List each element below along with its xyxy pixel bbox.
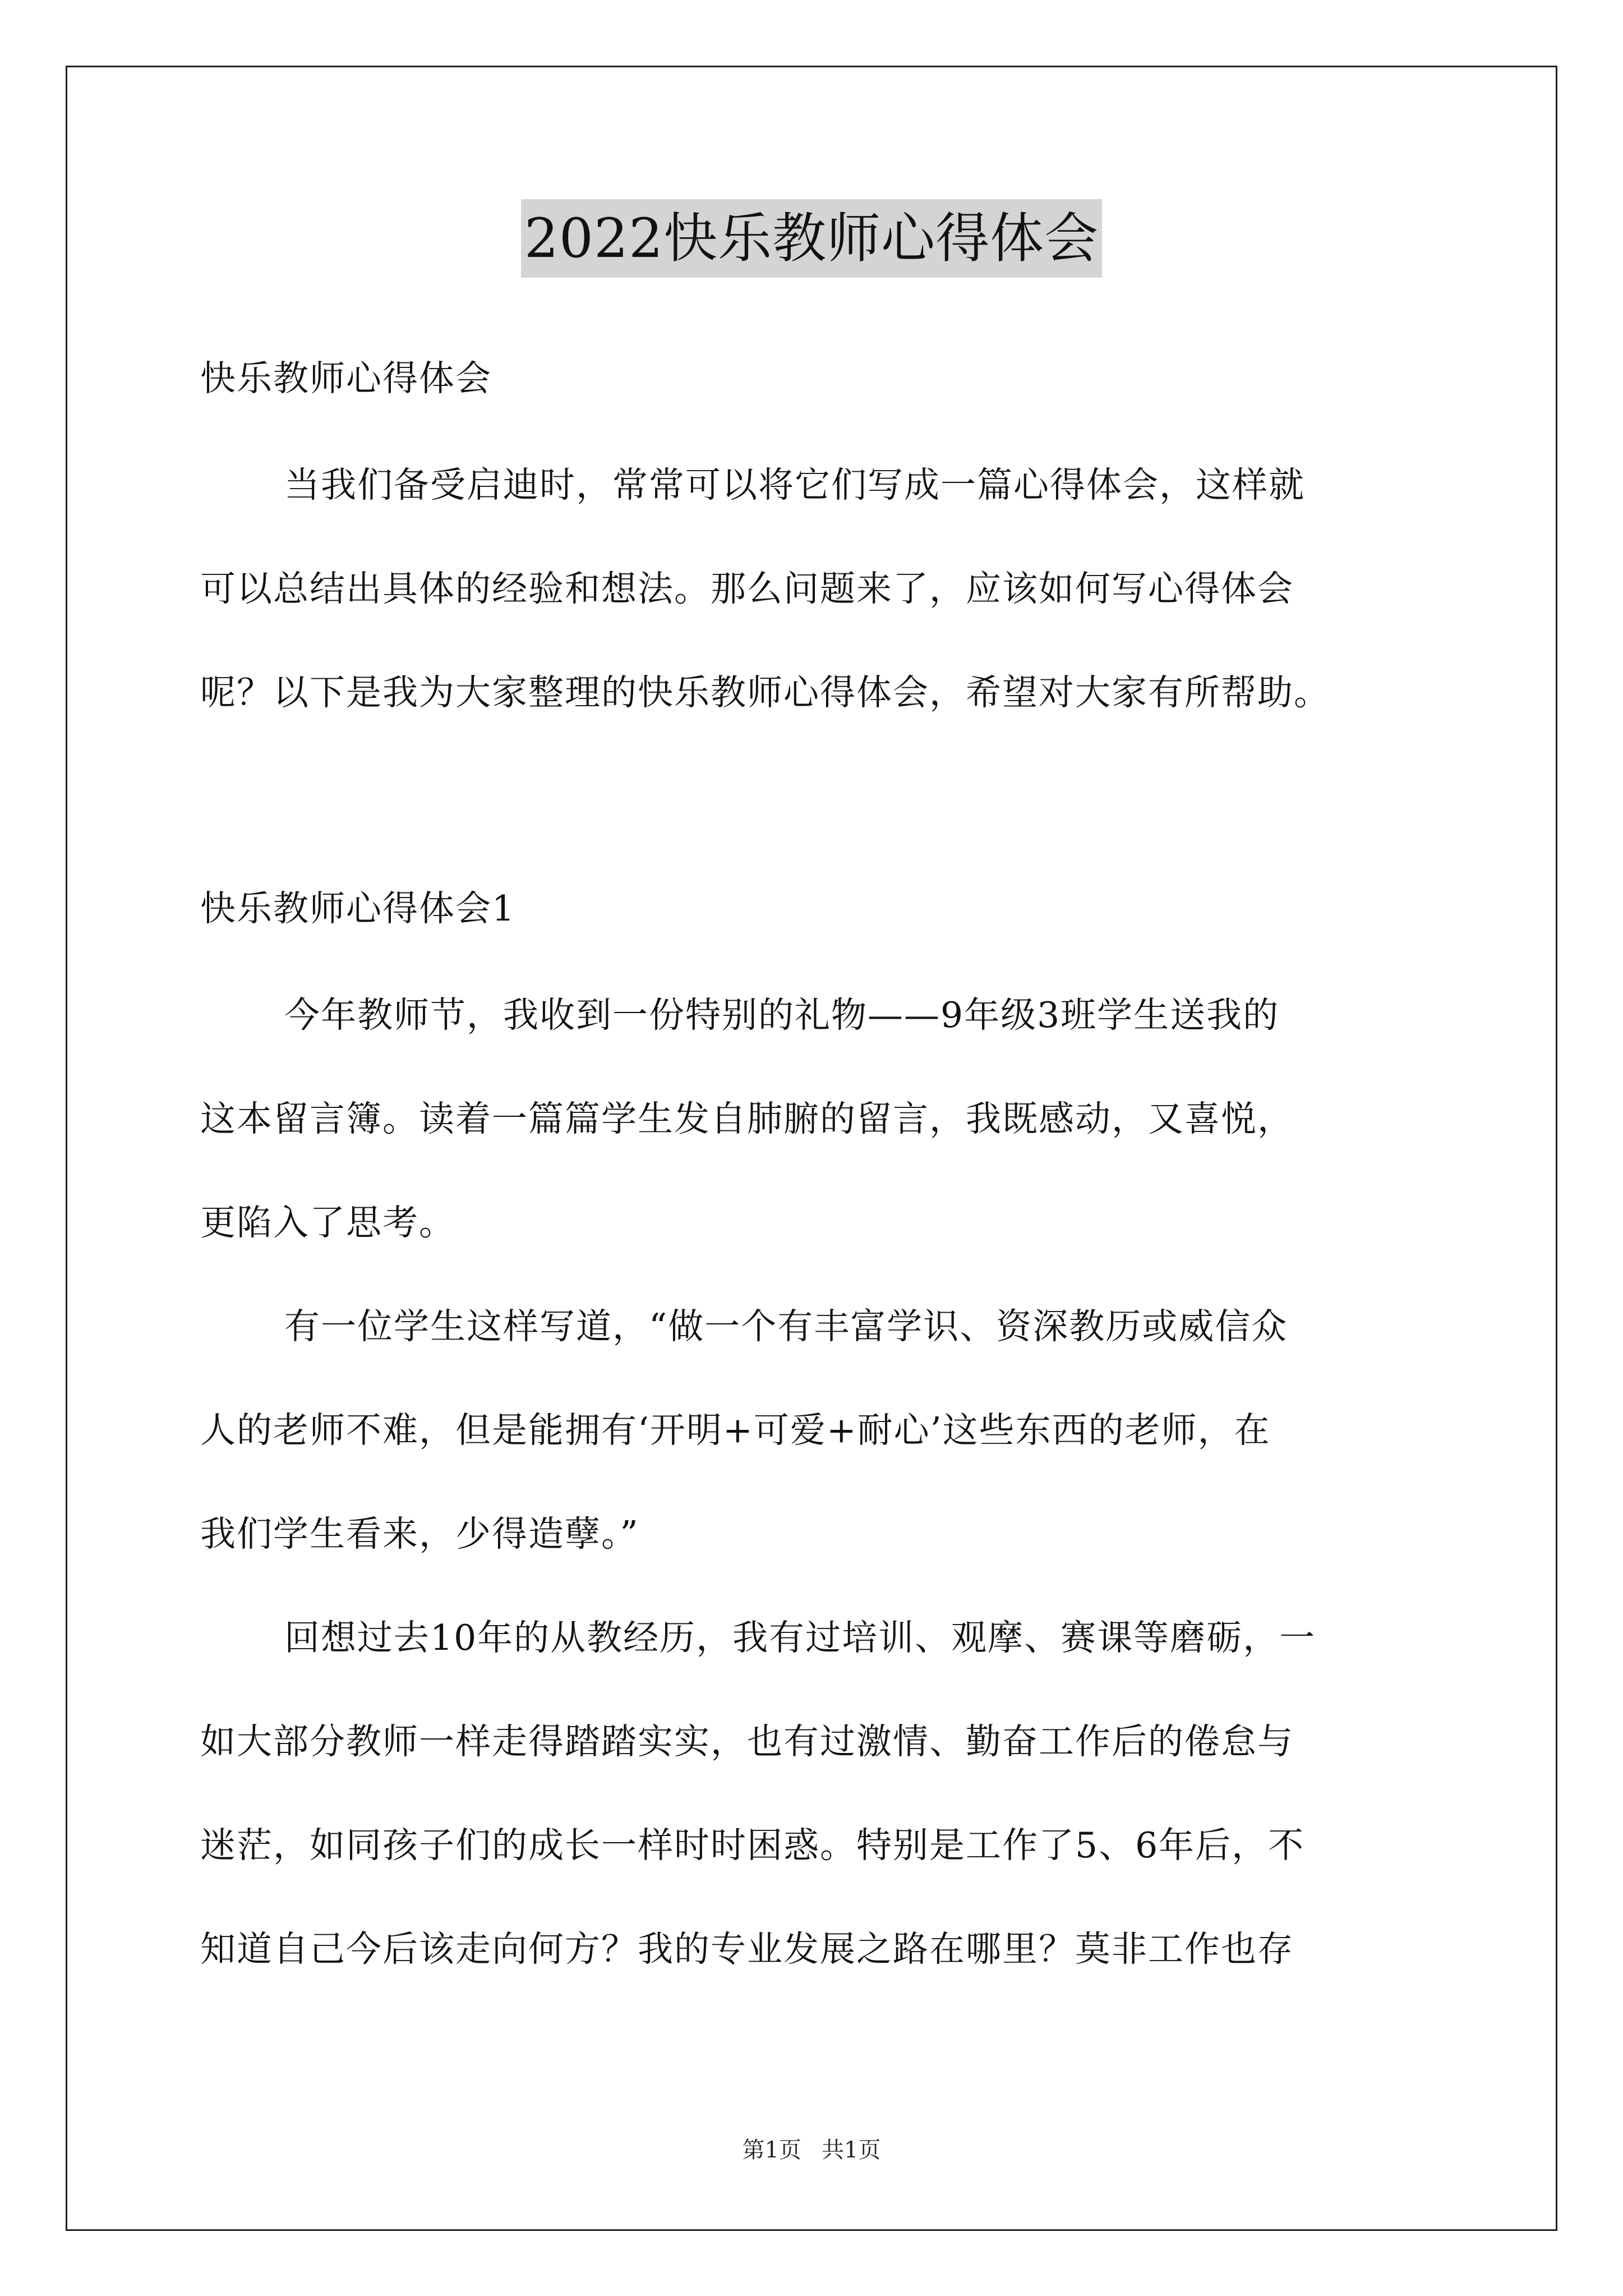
paragraph-line: 回想过去10年的从教经历，我有过培训、观摩、赛课等磨砺，一 xyxy=(284,1617,1316,1658)
paragraph-line: 呢？以下是我为大家整理的快乐教师心得体会，希望对大家有所帮助。 xyxy=(200,672,1330,713)
paragraph-line: 这本留言簿。读着一篇篇学生发自肺腑的留言，我既感动，又喜悦， xyxy=(200,1098,1294,1139)
paragraph-line: 更陷入了思考。 xyxy=(200,1202,455,1243)
page-total: 共1页 xyxy=(822,2137,881,2163)
intro-heading: 快乐教师心得体会 xyxy=(200,358,492,399)
paragraph-line: 如大部分教师一样走得踏踏实实，也有过激情、勤奋工作后的倦怠与 xyxy=(200,1721,1294,1762)
paragraph-line: 可以总结出具体的经验和想法。那么问题来了，应该如何写心得体会 xyxy=(200,568,1294,609)
page-footer xyxy=(0,2134,1623,2166)
title-container xyxy=(0,199,1623,278)
paragraph-line: 迷茫，如同孩子们的成长一样时时困惑。特别是工作了5、6年后，不 xyxy=(200,1825,1305,1866)
paragraph-line: 知道自己今后该走向何方？我的专业发展之路在哪里？莫非工作也存 xyxy=(200,1929,1294,1970)
section-heading: 快乐教师心得体会1 xyxy=(200,888,516,929)
paragraph-line: 当我们备受启迪时，常常可以将它们写成一篇心得体会，这样就 xyxy=(284,464,1305,505)
paragraph-line: 今年教师节，我收到一份特别的礼物——9年级3班学生送我的 xyxy=(284,995,1280,1036)
document-title: 2022快乐教师心得体会 xyxy=(521,199,1102,278)
paragraph-line: 我们学生看来，少得造孽。” xyxy=(200,1513,639,1554)
page-number: 第1页 xyxy=(742,2137,801,2163)
paragraph-line: 人的老师不难，但是能拥有‘开明+可爱+耐心’这些东西的老师，在 xyxy=(200,1410,1271,1451)
paragraph-line: 有一位学生这样写道，“做一个有丰富学识、资深教历或威信众 xyxy=(284,1306,1288,1347)
